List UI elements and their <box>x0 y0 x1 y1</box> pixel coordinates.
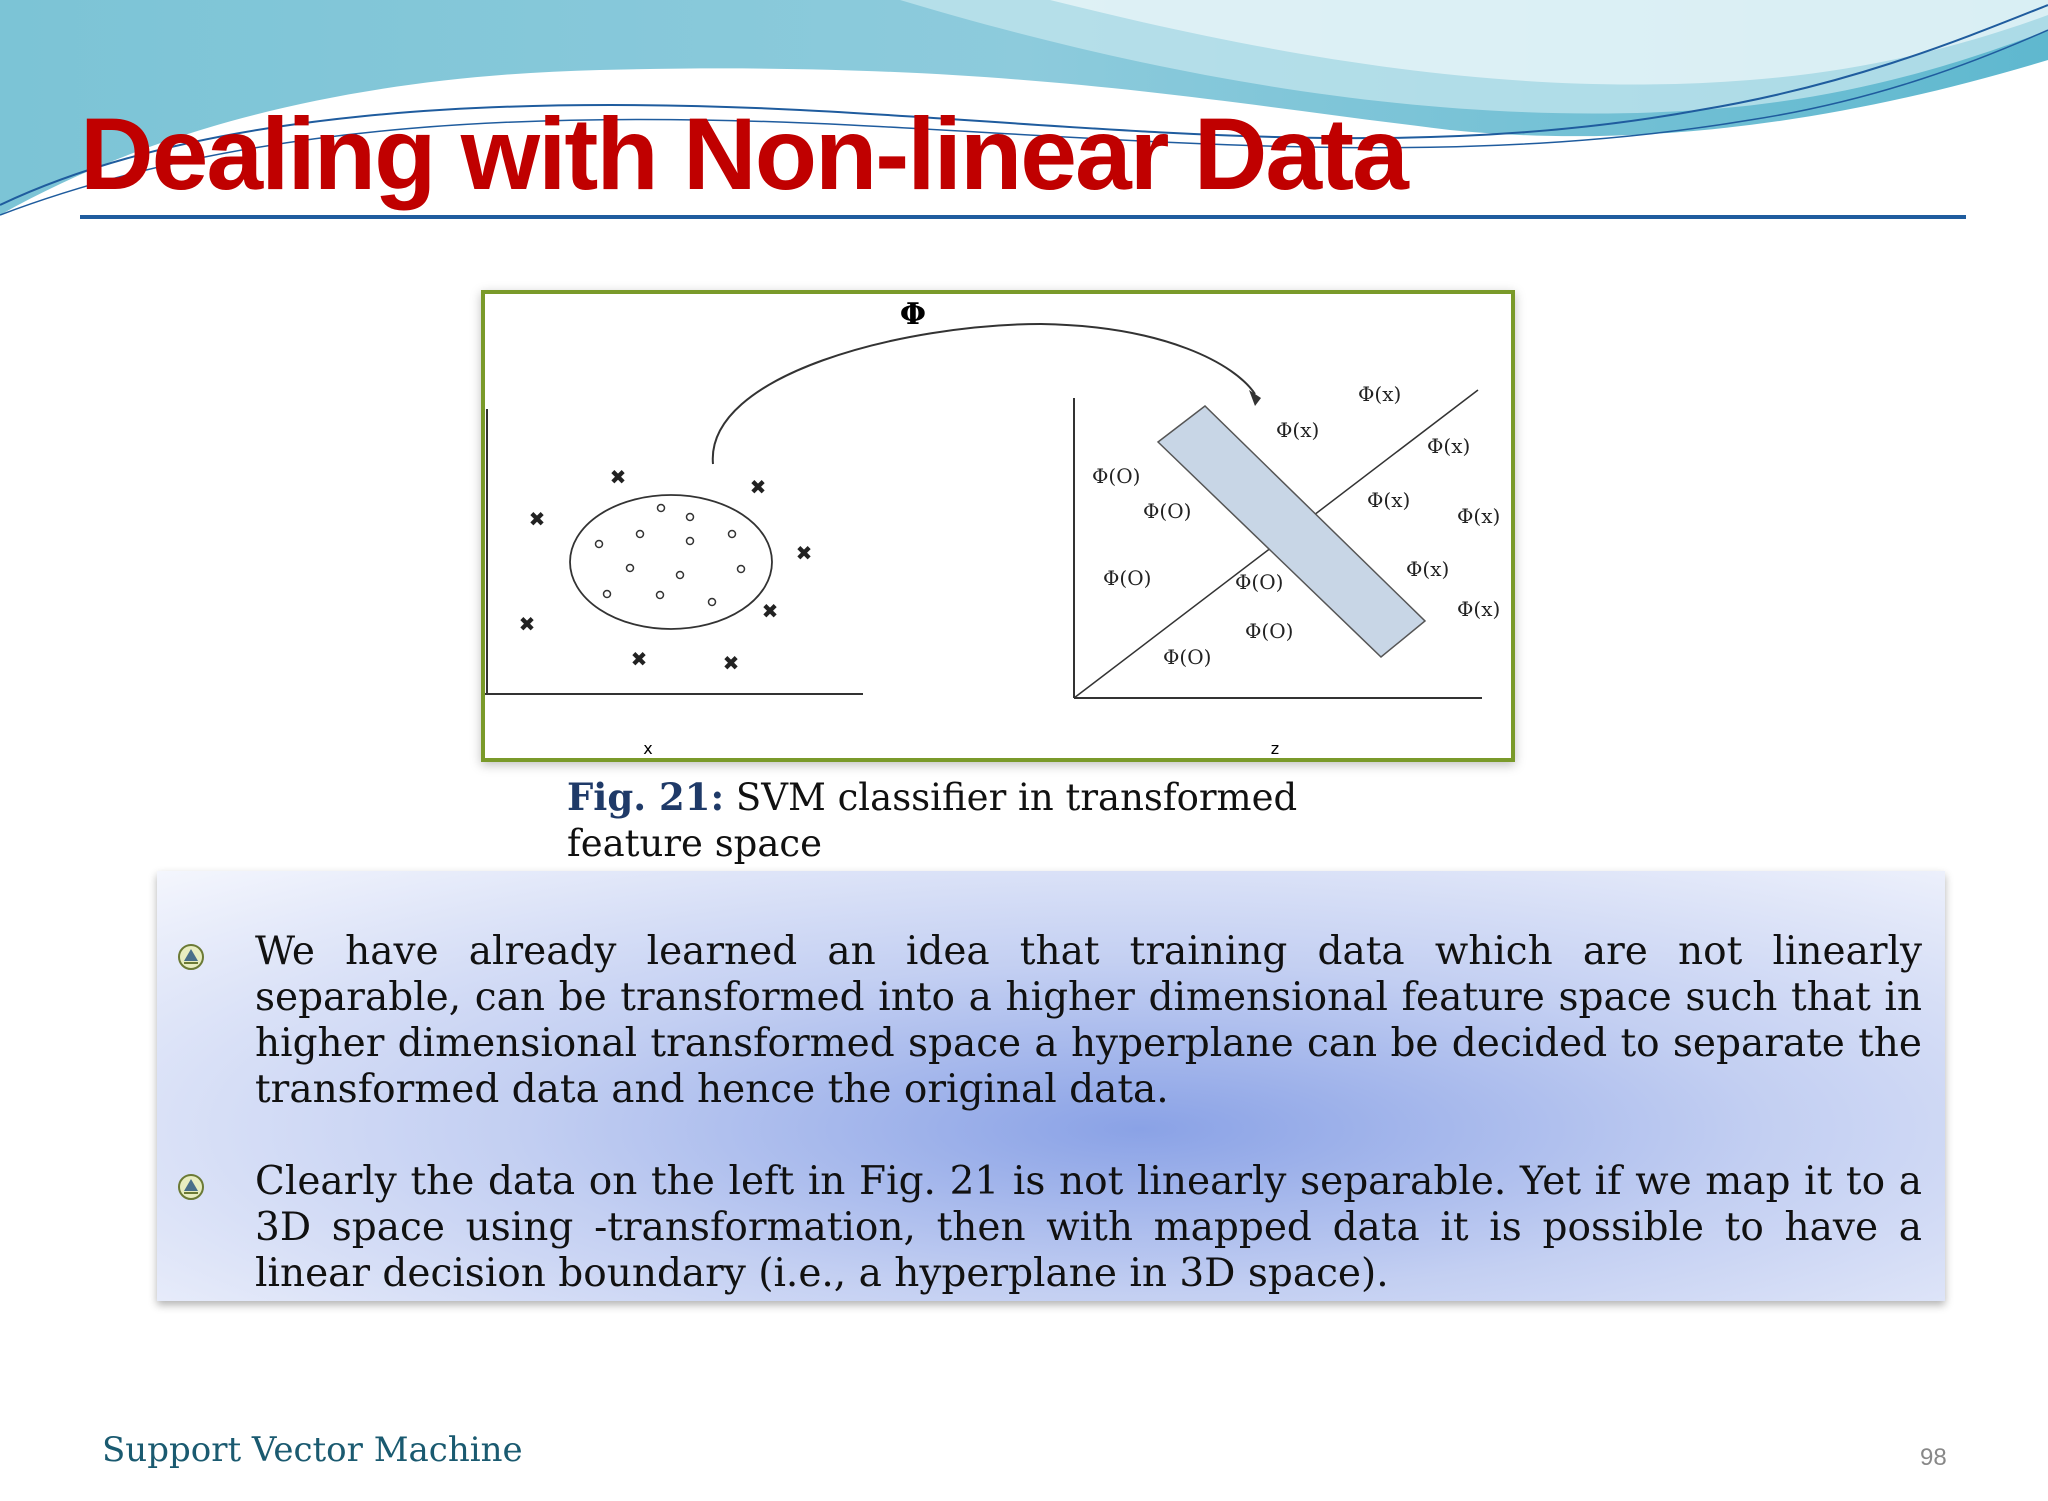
svg-text:Φ(O): Φ(O) <box>1103 566 1152 590</box>
svg-text:Φ(O): Φ(O) <box>1163 645 1212 669</box>
bullet-item <box>177 1159 1922 1297</box>
left-plot-o-points <box>596 505 745 606</box>
svg-text:Φ(O): Φ(O) <box>1143 499 1192 523</box>
svg-text:✖: ✖ <box>518 612 536 636</box>
slide-title: Dealing with Non-linear Data <box>80 97 1407 211</box>
phi-symbol: Φ <box>899 297 927 332</box>
svg-text:Φ(x): Φ(x) <box>1457 597 1501 621</box>
bullet-icon <box>177 943 205 971</box>
svg-text:✖: ✖ <box>795 541 813 565</box>
right-axis-label: z <box>1270 739 1280 758</box>
svg-text:✖: ✖ <box>528 507 546 531</box>
svg-text:Φ(x): Φ(x) <box>1276 418 1320 442</box>
left-plot-ellipse <box>570 495 772 629</box>
svg-text:Φ(O): Φ(O) <box>1235 570 1284 594</box>
svg-text:Φ(x): Φ(x) <box>1427 434 1471 458</box>
svg-text:✖: ✖ <box>630 647 648 671</box>
svg-text:✖: ✖ <box>722 651 740 675</box>
figure-diagram <box>485 294 1511 758</box>
svg-text:Φ(x): Φ(x) <box>1358 382 1402 406</box>
figure-caption <box>567 774 1427 868</box>
svg-text:✖: ✖ <box>749 475 767 499</box>
svg-text:Φ(x): Φ(x) <box>1367 488 1411 512</box>
bullet-text: Clearly the data on the left in Fig. 21 is not linearly separable. Yet if we map it to a 3D space using -transformation, then with mapped data it is possible to have a linear decision boundary (i.e., a hyperplane in 3D space). <box>255 1159 1922 1296</box>
bullet-item <box>177 929 1922 1113</box>
svg-text:✖: ✖ <box>609 465 627 489</box>
left-axis-label: x <box>643 739 653 758</box>
explanation-box <box>157 871 1945 1301</box>
caption-text: SVM classifier in transformed feature space <box>567 776 1298 866</box>
caption-label: Fig. 21: <box>567 775 725 819</box>
svg-text:Φ(O): Φ(O) <box>1092 464 1141 488</box>
left-plot-x-points <box>519 465 813 675</box>
bullet-icon <box>177 1173 205 1201</box>
svg-text:✖: ✖ <box>761 599 779 623</box>
title-underline <box>80 215 1966 219</box>
bullet-text: We have already learned an idea that training data which are not linearly separable, can be transformed into a higher dimensional feature space such that in higher dimensional transformed space a hyperplane can be decided to separate the transformed data and hence the original data. <box>255 929 1922 1112</box>
svg-text:Φ(x): Φ(x) <box>1457 504 1501 528</box>
page-number: 98 <box>1920 1444 1947 1471</box>
footer-title: Support Vector Machine <box>102 1430 523 1470</box>
figure-svm-transform <box>481 290 1515 762</box>
svg-text:Φ(O): Φ(O) <box>1245 619 1294 643</box>
svg-text:Φ(x): Φ(x) <box>1406 557 1450 581</box>
